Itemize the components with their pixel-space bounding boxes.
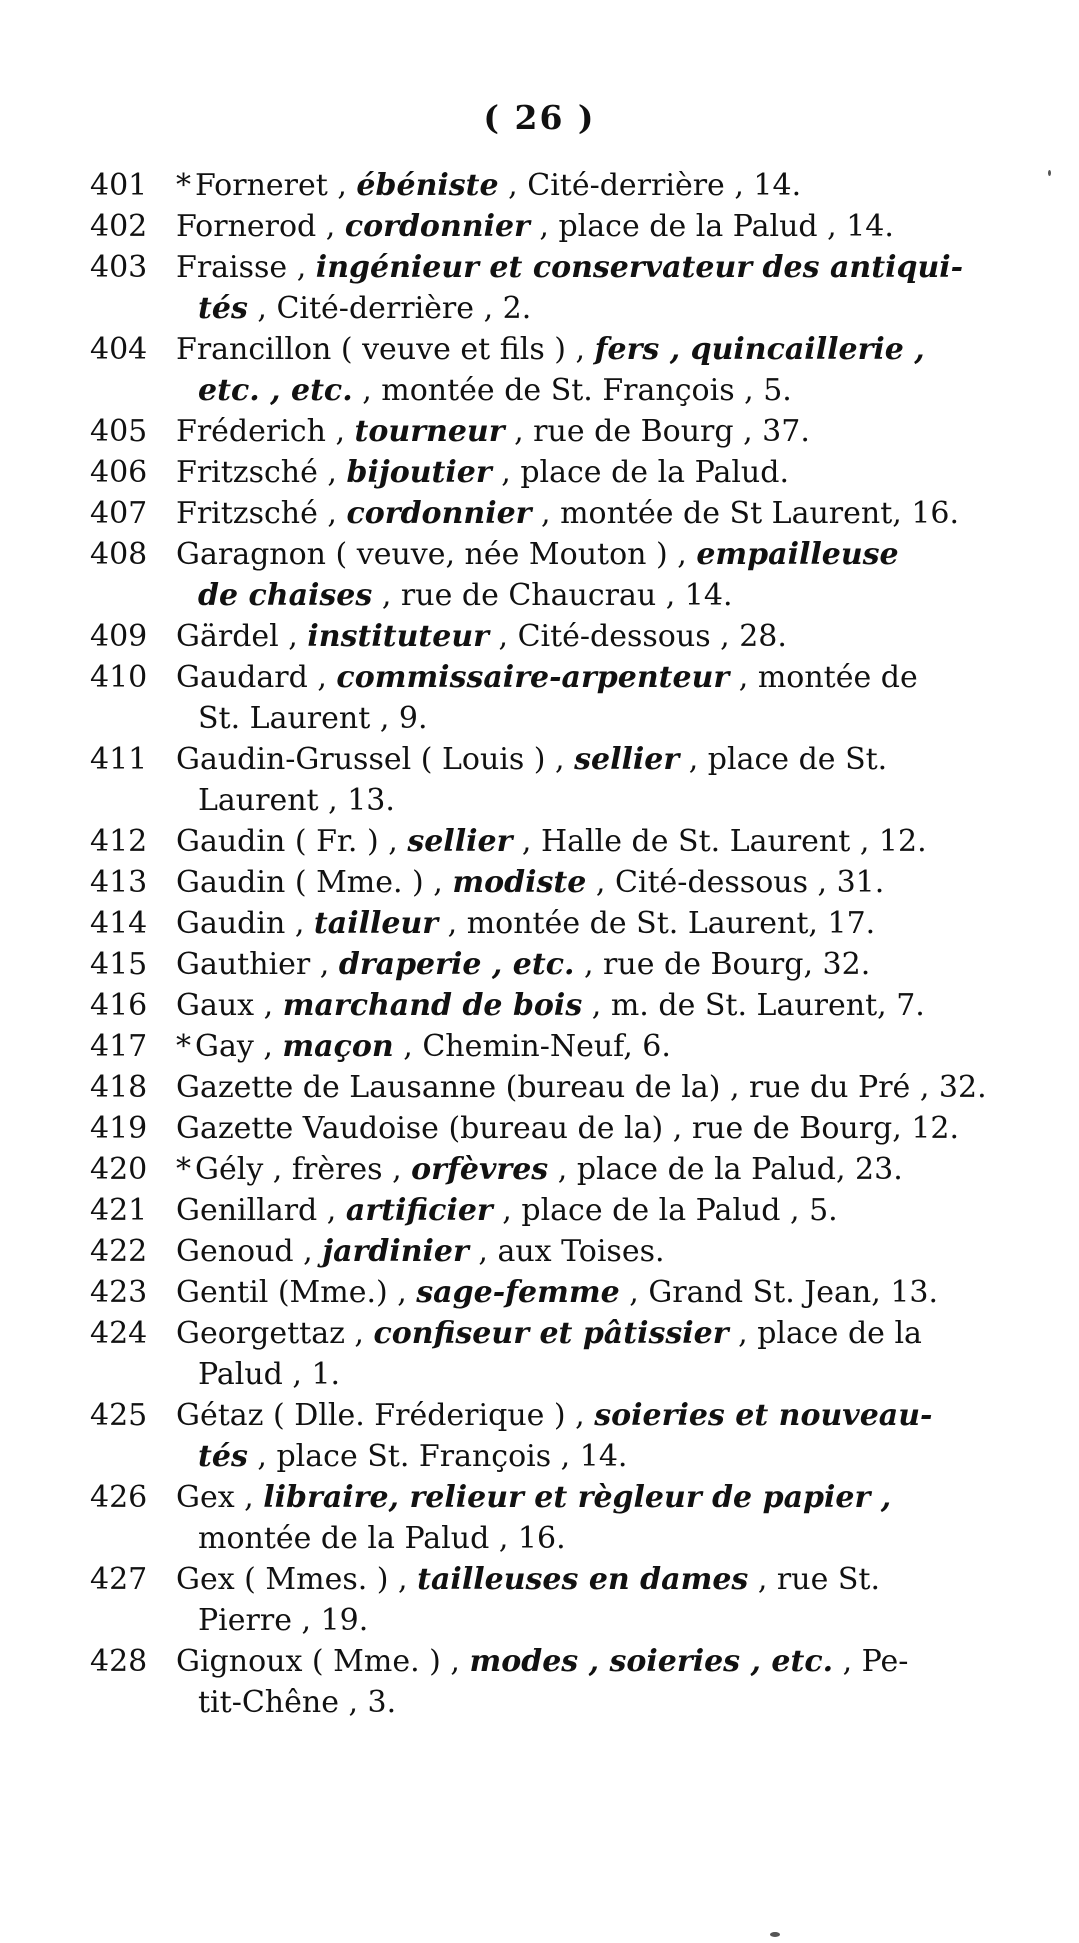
entry-number: 405 xyxy=(90,414,148,449)
entry-name: Gay xyxy=(195,1029,254,1064)
directory-entry: 419 Gazette Vaudoise (bureau de la) , rue de Bourg, 12. xyxy=(90,1108,1010,1149)
entry-name: Fritzsché xyxy=(176,455,318,490)
entry-trade: ébéniste xyxy=(356,168,499,203)
entry-number: 423 xyxy=(90,1275,148,1310)
entry-trade: jardinier xyxy=(322,1234,469,1269)
directory-entry: 422 Genoud , jardinier , aux Toises. xyxy=(90,1231,1010,1272)
entry-continuation xyxy=(176,1682,1010,1723)
entry-name: Fritzsché xyxy=(176,496,318,531)
entry-name: Gex xyxy=(176,1480,235,1515)
entry-number: 407 xyxy=(90,496,148,531)
entry-number: 413 xyxy=(90,865,148,900)
entry-trade: cordonnier xyxy=(344,209,530,244)
entry-star: * xyxy=(176,168,191,203)
entry-trade: empailleuse xyxy=(696,537,899,572)
paper-speck xyxy=(770,1932,780,1937)
entry-name: Gignoux ( Mme. ) xyxy=(176,1644,441,1679)
entry-name: Gauthier xyxy=(176,947,311,982)
entry-address-continued: Palud , 1. xyxy=(198,1357,341,1392)
entry-name: Fréderich xyxy=(176,414,326,449)
entry-address: place de la Palud , 5. xyxy=(521,1193,838,1228)
entry-trade: soieries et nouveau- xyxy=(594,1398,933,1433)
entry-star: * xyxy=(176,1029,191,1064)
entry-address: place de la Palud, 23. xyxy=(576,1152,903,1187)
entry-name: Garagnon ( veuve, née Mouton ) xyxy=(176,537,668,572)
entry-number: 426 xyxy=(90,1480,148,1515)
entry-name: Gétaz ( Dlle. Fréderique ) xyxy=(176,1398,566,1433)
entry-name: Gazette de Lausanne (bureau de la) xyxy=(176,1070,721,1105)
entry-number: 420 xyxy=(90,1152,148,1187)
entry-continuation: tés , place St. François , 14. xyxy=(198,1439,628,1474)
entry-address: Cité-derrière , 2. xyxy=(276,291,532,326)
entry-trade: tailleuses en dames xyxy=(417,1562,749,1597)
entry-number: 411 xyxy=(90,742,148,777)
entry-number: 408 xyxy=(90,537,148,572)
entry-address: montée de St. Laurent, 17. xyxy=(466,906,876,941)
entry-address: rue St. xyxy=(776,1562,881,1597)
entry-number: 427 xyxy=(90,1562,148,1597)
entry-trade: modes , soieries , etc. xyxy=(469,1644,834,1679)
entry-trade: orfèvres xyxy=(411,1152,549,1187)
entry-address: aux Toises. xyxy=(497,1234,665,1269)
entry-address: Pe- xyxy=(861,1644,909,1679)
entry-number: 418 xyxy=(90,1070,148,1105)
entry-name: Gaudin xyxy=(176,906,286,941)
entry-trade: ingénieur et conservateur des antiqui- xyxy=(315,250,964,285)
directory-entry: 414 Gaudin , tailleur , montée de St. Laurent, 17. xyxy=(90,903,1010,944)
entry-continuation xyxy=(176,780,1010,821)
directory-entry: 409 Gärdel , instituteur , Cité-dessous , 28. xyxy=(90,616,1010,657)
entry-trade-continued: etc. , etc. xyxy=(198,373,353,408)
entry-address: place St. François , 14. xyxy=(276,1439,628,1474)
entry-trade: bijoutier xyxy=(346,455,492,490)
entry-address: rue de Bourg , 37. xyxy=(533,414,810,449)
entry-trade: commissaire-arpenteur xyxy=(336,660,730,695)
entry-name: Gaudard xyxy=(176,660,308,695)
entry-trade-continued: de chaises xyxy=(198,578,373,613)
entry-address: place de St. xyxy=(707,742,888,777)
entry-trade: maçon xyxy=(282,1029,394,1064)
directory-entry: 402 Fornerod , cordonnier , place de la Palud , 14. xyxy=(90,206,1010,247)
entry-address: Cité-dessous , 31. xyxy=(614,865,885,900)
entry-address: Halle de St. Laurent , 12. xyxy=(541,824,927,859)
entry-name: Genoud xyxy=(176,1234,294,1269)
entry-trade: confiseur et pâtissier xyxy=(373,1316,729,1351)
entry-number: 415 xyxy=(90,947,148,982)
entry-number: 419 xyxy=(90,1111,148,1146)
entry-address-continued: tit-Chêne , 3. xyxy=(198,1685,397,1720)
directory-entry: 411 Gaudin-Grussel ( Louis ) , sellier , place de St. Laurent , 13. xyxy=(90,739,1010,821)
entry-name: Gärdel xyxy=(176,619,279,654)
entry-address: place de la Palud. xyxy=(520,455,789,490)
directory-entry: 420 * Gély , frères , orfèvres , place de la Palud, 23. xyxy=(90,1149,1010,1190)
entry-address: Grand St. Jean, 13. xyxy=(648,1275,939,1310)
entry-trade: draperie , etc. xyxy=(338,947,575,982)
entry-address: montée de St. François , 5. xyxy=(381,373,792,408)
directory-entry: 421 Genillard , artificier , place de la Palud , 5. xyxy=(90,1190,1010,1231)
entry-trade-continued: tés xyxy=(198,1439,248,1474)
directory-entry: 416 Gaux , marchand de bois , m. de St. Laurent, 7. xyxy=(90,985,1010,1026)
directory-entry: 415 Gauthier , draperie , etc. , rue de Bourg, 32. xyxy=(90,944,1010,985)
entry-number: 428 xyxy=(90,1644,148,1679)
directory-entry: 403 Fraisse , ingénieur et conservateur des antiqui- tés , Cité-derrière , 2. xyxy=(90,247,1010,329)
entry-name: Fornerod xyxy=(176,209,317,244)
entry-trade: sage-femme xyxy=(416,1275,620,1310)
entry-address-continued: Laurent , 13. xyxy=(198,783,395,818)
entry-number: 409 xyxy=(90,619,148,654)
directory-entry: 404 Francillon ( veuve et fils ) , fers , quincaillerie , etc. , etc. , montée de St. François , 5. xyxy=(90,329,1010,411)
entry-number: 424 xyxy=(90,1316,148,1351)
directory-entry: 426 Gex , libraire, relieur et règleur de papier , montée de la Palud , 16. xyxy=(90,1477,1010,1559)
directory-entry: 407 Fritzsché , cordonnier , montée de St Laurent, 16. xyxy=(90,493,1010,534)
entry-number: 414 xyxy=(90,906,148,941)
entry-continuation xyxy=(176,1518,1010,1559)
entry-number: 422 xyxy=(90,1234,148,1269)
entry-number: 410 xyxy=(90,660,148,695)
directory-entry: 427 Gex ( Mmes. ) , tailleuses en dames , rue St. Pierre , 19. xyxy=(90,1559,1010,1641)
entry-continuation xyxy=(176,1600,1010,1641)
entry-name: Gex ( Mmes. ) xyxy=(176,1562,389,1597)
entry-address: m. de St. Laurent, 7. xyxy=(610,988,925,1023)
paper-speck xyxy=(1048,170,1051,176)
directory-entry: 412 Gaudin ( Fr. ) , sellier , Halle de St. Laurent , 12. xyxy=(90,821,1010,862)
entry-trade: cordonnier xyxy=(346,496,532,531)
entry-continuation: tés , Cité-derrière , 2. xyxy=(198,291,532,326)
entry-number: 417 xyxy=(90,1029,148,1064)
entry-address-continued: montée de la Palud , 16. xyxy=(198,1521,566,1556)
entry-address: rue de Chaucrau , 14. xyxy=(400,578,733,613)
entry-address: rue du Pré , 32. xyxy=(749,1070,987,1105)
entry-trade: sellier xyxy=(407,824,513,859)
directory-entry: 428 Gignoux ( Mme. ) , modes , soieries , etc. , Pe- tit-Chêne , 3. xyxy=(90,1641,1010,1723)
entry-name: Gaudin-Grussel ( Louis ) xyxy=(176,742,546,777)
directory-entry: 406 Fritzsché , bijoutier , place de la Palud. xyxy=(90,452,1010,493)
directory-entry: 424 Georgettaz , confiseur et pâtissier , place de la Palud , 1. xyxy=(90,1313,1010,1395)
directory-entry: 418 Gazette de Lausanne (bureau de la) , rue du Pré , 32. xyxy=(90,1067,1010,1108)
entry-number: 402 xyxy=(90,209,148,244)
entry-address: Cité-derrière , 14. xyxy=(527,168,802,203)
entry-address: montée de xyxy=(757,660,918,695)
entry-address: place de la xyxy=(757,1316,922,1351)
entry-trade: tourneur xyxy=(354,414,505,449)
entry-trade: sellier xyxy=(574,742,680,777)
entry-continuation: etc. , etc. , montée de St. François , 5. xyxy=(198,373,792,408)
entry-continuation: de chaises , rue de Chaucrau , 14. xyxy=(198,578,733,613)
directory-entry: 425 Gétaz ( Dlle. Fréderique ) , soieries et nouveau- tés , place St. François , 14. xyxy=(90,1395,1010,1477)
entry-trade: artificier xyxy=(345,1193,493,1228)
entry-name: Gaux xyxy=(176,988,255,1023)
entry-star: * xyxy=(176,1152,191,1187)
directory-entry: 405 Fréderich , tourneur , rue de Bourg , 37. xyxy=(90,411,1010,452)
entry-number: 421 xyxy=(90,1193,148,1228)
directory-entry: 410 Gaudard , commissaire-arpenteur , montée de St. Laurent , 9. xyxy=(90,657,1010,739)
entry-trade: fers , quincaillerie , xyxy=(594,332,925,367)
directory-entry: 417 * Gay , maçon , Chemin-Neuf, 6. xyxy=(90,1026,1010,1067)
entry-continuation xyxy=(176,698,1010,739)
directory-entry: 401 * Forneret , ébéniste , Cité-derrière , 14. xyxy=(90,165,1010,206)
entry-trade: libraire, relieur et règleur de papier , xyxy=(263,1480,892,1515)
entry-number: 412 xyxy=(90,824,148,859)
entry-name: Francillon ( veuve et fils ) xyxy=(176,332,566,367)
entry-address: montée de St Laurent, 16. xyxy=(560,496,960,531)
entry-name: Fraisse xyxy=(176,250,288,285)
entry-address: rue de Bourg, 32. xyxy=(603,947,871,982)
entry-number: 416 xyxy=(90,988,148,1023)
entry-name: Gaudin ( Fr. ) xyxy=(176,824,379,859)
entry-name: Georgettaz xyxy=(176,1316,345,1351)
entry-address-continued: St. Laurent , 9. xyxy=(198,701,428,736)
entry-address-continued: Pierre , 19. xyxy=(198,1603,369,1638)
entry-trade: marchand de bois xyxy=(282,988,583,1023)
entry-number: 403 xyxy=(90,250,148,285)
entry-number: 406 xyxy=(90,455,148,490)
directory-entry: 423 Gentil (Mme.) , sage-femme , Grand St. Jean, 13. xyxy=(90,1272,1010,1313)
directory-entries xyxy=(90,165,1010,1723)
entry-name: Gentil (Mme.) xyxy=(176,1275,388,1310)
entry-address: rue de Bourg, 12. xyxy=(691,1111,960,1146)
entry-trade: modiste xyxy=(452,865,587,900)
directory-entry: 413 Gaudin ( Mme. ) , modiste , Cité-dessous , 31. xyxy=(90,862,1010,903)
entry-number: 401 xyxy=(90,168,148,203)
entry-name: Gazette Vaudoise (bureau de la) xyxy=(176,1111,664,1146)
entry-trade: instituteur xyxy=(307,619,489,654)
entry-name: Gaudin ( Mme. ) xyxy=(176,865,424,900)
entry-number: 404 xyxy=(90,332,148,367)
entry-address: Cité-dessous , 28. xyxy=(517,619,787,654)
entry-name: Forneret xyxy=(195,168,328,203)
entry-name: Gély , frères xyxy=(195,1152,383,1187)
page-number: ( 26 ) xyxy=(483,98,596,137)
entry-trade-continued: tés xyxy=(198,291,248,326)
entry-name: Genillard xyxy=(176,1193,318,1228)
entry-address: place de la Palud , 14. xyxy=(558,209,894,244)
entry-number: 425 xyxy=(90,1398,148,1433)
entry-trade: tailleur xyxy=(313,906,439,941)
directory-entry: 408 Garagnon ( veuve, née Mouton ) , empailleuse de chaises , rue de Chaucrau , 14. xyxy=(90,534,1010,616)
entry-continuation xyxy=(176,1354,1010,1395)
entry-address: Chemin-Neuf, 6. xyxy=(422,1029,671,1064)
